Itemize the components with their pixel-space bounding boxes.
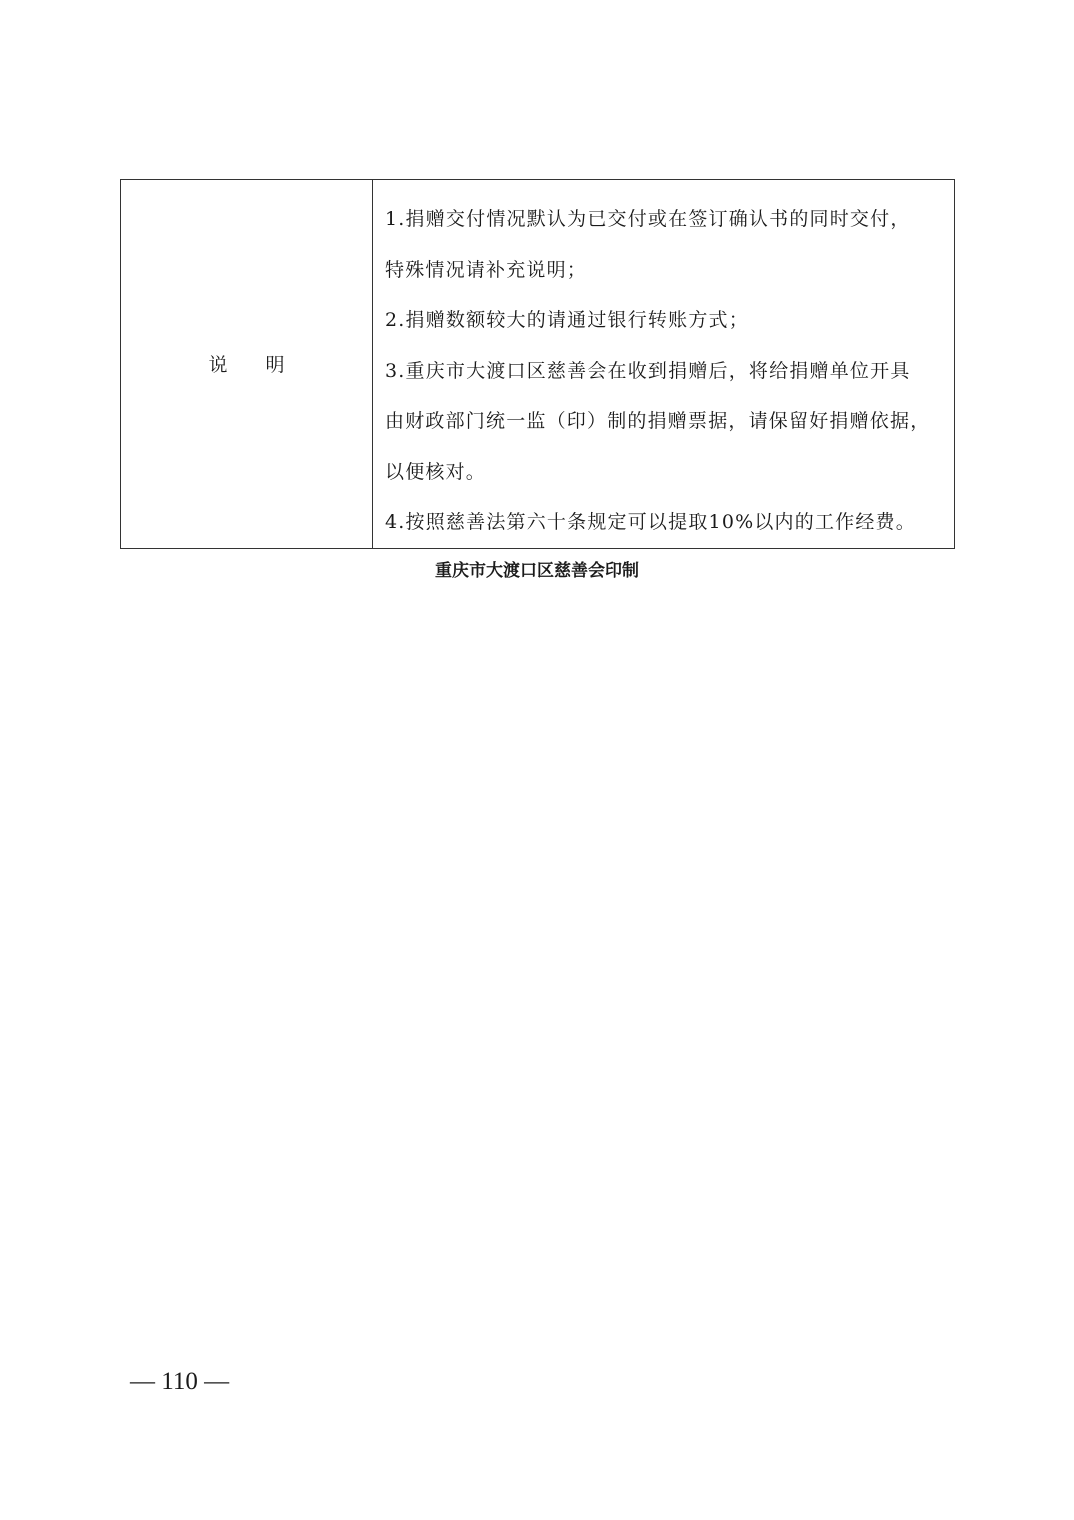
note-line: 1.捐赠交付情况默认为已交付或在签订确认书的同时交付， xyxy=(385,208,911,230)
note-line: 以便核对。 xyxy=(385,460,487,483)
label-char: 明 xyxy=(265,354,285,377)
page-number: — 110 — xyxy=(130,1368,230,1395)
note-line: 特殊情况请补充说明； xyxy=(385,258,588,281)
note-line: 2.捐赠数额较大的请通过银行转账方式； xyxy=(385,309,749,331)
note-line: 4.按照慈善法第六十条规定可以提取10%以内的工作经费。 xyxy=(385,511,916,533)
printed-by-caption: 重庆市大渡口区慈善会印制 xyxy=(435,561,639,581)
label-cell xyxy=(121,180,373,549)
table-row xyxy=(121,180,955,549)
note-line: 由财政部门统一监（印）制的捐赠票据，请保留好捐赠依据， xyxy=(385,410,931,432)
content-cell xyxy=(373,180,955,549)
note-line: 3.重庆市大渡口区慈善会在收到捐赠后，将给捐赠单位开具 xyxy=(385,359,911,382)
notes-table xyxy=(120,179,955,549)
label-char: 说 xyxy=(208,354,228,377)
